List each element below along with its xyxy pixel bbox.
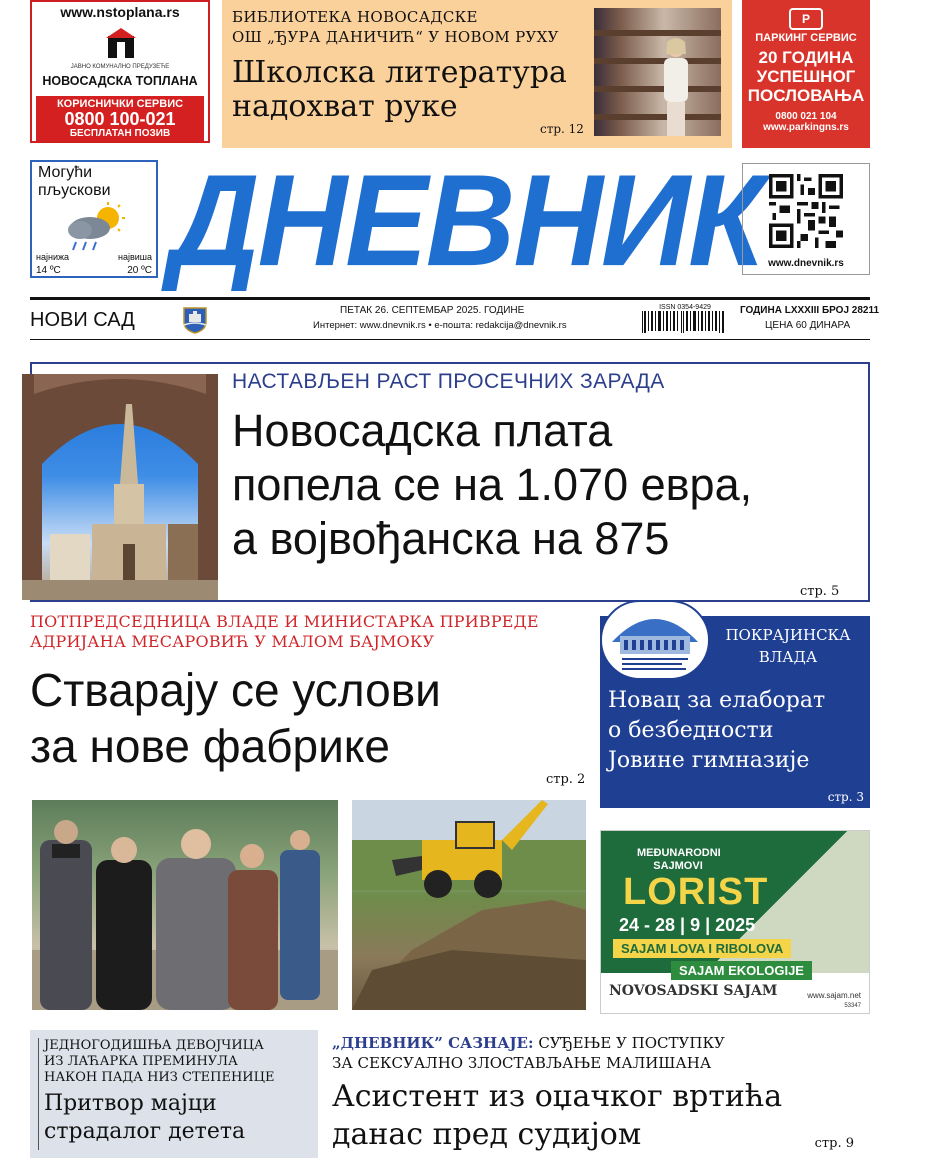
dateline-rule-top	[30, 297, 870, 300]
bottom-right-headline	[332, 1078, 782, 1154]
toplana-company-type: ЈАВНО КОМУНАЛНО ПРЕДУЗЕЋЕ	[70, 64, 170, 70]
bottom-right-page-ref: стр. 9	[814, 1136, 854, 1151]
lead-headline-line-2: попела се на 1.070 евра,	[232, 459, 753, 510]
lorist-fair-label	[637, 847, 719, 873]
provincial-headline-1: Новац за елаборат	[608, 688, 826, 713]
parking-phone: 0800 021 104	[775, 111, 837, 122]
woman-figure	[656, 36, 696, 136]
bottom-right-kicker-1-text: СУЂЕЊЕ У ПОСТУПКУ	[538, 1034, 725, 1052]
barcode-icon	[640, 311, 730, 333]
library-photo	[594, 8, 721, 136]
library-teaser[interactable]	[222, 0, 732, 148]
library-kicker-1: БИБЛИОТЕКА НОВОСАДСКЕ	[232, 8, 478, 26]
qr-url: www.dnevnik.rs	[768, 258, 844, 269]
lorist-code: 53347	[844, 1003, 861, 1009]
story2-page-ref: стр. 2	[546, 772, 586, 787]
bottom-right-headline-2: данас пред судијом	[332, 1117, 642, 1152]
lorist-organizer: NOVOSADSKI SAJAM	[609, 983, 778, 999]
lead-headline-line-3: а војвођанска на 875	[232, 513, 670, 564]
bottom-left-kicker: ЈЕДНОГОДИШЊА ДЕВОЈЧИЦА ИЗ ЛАЋАРКА ПРЕМИНУЛА НАКОН ПАДА НИЗ СТЕПЕНИЦЕ	[44, 1038, 275, 1085]
parking-headline-3: ПОСЛОВАЊА	[747, 86, 865, 105]
bottom-left-headline-1: Притвор мајци	[44, 1091, 217, 1116]
bottom-left-headline-2: страдалог детета	[44, 1119, 246, 1144]
weather-forecast-1: Могући	[38, 164, 93, 181]
lorist-band-hunting: SAJAM LOVA I RIBOLOVA	[613, 939, 791, 958]
issn: ISSN 0354-9429	[659, 304, 711, 311]
parking-headline-1: 20 ГОДИНА	[758, 48, 854, 67]
weather-low-value: 14 ºC	[36, 265, 61, 276]
dateline-date: ПЕТАК 26. СЕПТЕМБАР 2025. ГОДИНЕ	[340, 305, 525, 316]
story2-headline-line-2: за нове фабрике	[30, 720, 391, 772]
story2-headline[interactable]	[30, 662, 441, 774]
parking-headline	[742, 48, 870, 105]
lead-story-page-ref: стр. 5	[800, 584, 840, 599]
lead-story-photo[interactable]	[22, 374, 218, 600]
city-crest-icon	[182, 306, 208, 334]
bottom-left-story[interactable]	[30, 1030, 318, 1158]
parking-headline-2: УСПЕШНОГ	[756, 67, 856, 86]
story2-headline-line-1: Стварају се услови	[30, 664, 441, 716]
bottom-right-label: „ДНЕВНИК” САЗНАЈЕ:	[332, 1034, 534, 1052]
dateline-rule-bottom	[30, 339, 870, 340]
parking-name: ПАРКИНГ СЕРВИС	[755, 32, 857, 44]
provincial-label	[718, 624, 858, 668]
bottom-right-kicker-2: ЗА СЕКСУАЛНО ЗЛОСТАВЉАЊЕ МАЛИШАНА	[332, 1054, 712, 1072]
lead-headline-line-1: Новосадска плата	[232, 405, 613, 456]
dateline-issue: ГОДИНА LXXXIII БРОЈ 28211	[740, 305, 880, 316]
qr-code-icon	[769, 174, 843, 248]
parking-icon: P	[789, 8, 823, 30]
provincial-label-2: ВЛАДА	[758, 648, 818, 666]
parking-url: www.parkingns.rs	[763, 122, 849, 133]
lorist-ad[interactable]	[600, 830, 870, 1014]
toplana-company: НОВОСАДСКА ТОПЛАНА	[42, 74, 198, 88]
parking-ad[interactable]	[742, 0, 870, 148]
weather-forecast	[38, 164, 111, 200]
weather-forecast-2: пљускови	[38, 182, 111, 199]
bottom-left-rule	[38, 1038, 39, 1150]
library-headline-line-1: Школска литература	[232, 55, 567, 90]
excavator-illustration	[352, 800, 586, 1010]
cathedral-illustration	[22, 374, 218, 600]
lorist-band-ecology: SAJAM EKOLOGIJE	[671, 961, 812, 980]
weather-box	[30, 160, 158, 278]
lead-story-headline[interactable]	[232, 404, 752, 566]
lorist-name: LORIST	[623, 871, 769, 913]
story2-kicker-1: ПОТПРЕДСЕДНИЦА ВЛАДЕ И МИНИСТАРКА ПРИВРЕДЕ	[30, 612, 539, 631]
barcode	[640, 304, 730, 338]
lorist-fair-2: SAJMOVI	[653, 860, 703, 872]
story2-kicker-2: АДРИЈАНА МЕСАРОВИЋ У МАЛОМ БАЈМОКУ	[30, 632, 435, 651]
provincial-headline-2: о безбедности	[608, 718, 774, 743]
dateline-city: НОВИ САД	[30, 309, 135, 331]
toplana-ad[interactable]	[30, 0, 210, 143]
toplana-url: www.nstoplana.rs	[60, 4, 180, 20]
provincial-page-ref: стр. 3	[827, 790, 864, 804]
lorist-fair-1: MEĐUNARODNI	[637, 847, 721, 859]
qr-box[interactable]	[742, 163, 870, 275]
bottom-right-kicker-1	[332, 1034, 725, 1052]
masthead-title[interactable]: ДНЕВНИК	[170, 148, 763, 294]
bottom-right-story[interactable]	[328, 1030, 870, 1158]
weather-high-label: највиша	[117, 252, 152, 262]
weather-low-label: најнижа	[36, 252, 69, 262]
lorist-url: www.sajam.net	[807, 991, 861, 1000]
weather-high-value: 20 ºC	[127, 265, 152, 276]
story2-photo-excavator[interactable]	[352, 800, 586, 1010]
lorist-dates: 24 - 28 | 9 | 2025	[619, 915, 756, 935]
library-kicker-2: ОШ „ЂУРА ДАНИЧИЋ“ У НОВОМ РУХУ	[232, 28, 559, 46]
bottom-right-headline-1: Асистент из оџачког вртића	[332, 1079, 783, 1114]
library-headline-line-2: надохват руке	[232, 89, 458, 124]
toplana-service: КОРИСНИЧКИ СЕРВИС	[56, 98, 184, 110]
story2-photo-people[interactable]	[32, 800, 338, 1010]
toplana-free-call: БЕСПЛАТАН ПОЗИВ	[69, 128, 171, 139]
toplana-phone: 0800 100-021	[64, 109, 176, 129]
people-illustration	[32, 800, 338, 1010]
lead-story-kicker: НАСТАВЉЕН РАСТ ПРОСЕЧНИХ ЗАРАДА	[232, 370, 665, 393]
provincial-headline-3: Јовине гимназије	[608, 748, 810, 773]
library-page-ref: стр. 12	[540, 122, 584, 136]
provincial-headline	[608, 686, 825, 776]
dateline-price: ЦЕНА 60 ДИНАРА	[765, 320, 851, 331]
government-building-icon	[602, 602, 708, 678]
library-headline	[232, 56, 567, 124]
dateline-contact: Интернет: www.dnevnik.rs • е-пошта: redakcija@dnevnik.rs	[313, 320, 567, 331]
provincial-government-box[interactable]	[600, 616, 870, 808]
provincial-label-1: ПОКРАЈИНСКА	[725, 626, 851, 644]
toplana-service-box	[36, 96, 204, 141]
provincial-building-badge	[600, 600, 710, 680]
bottom-left-headline	[44, 1090, 245, 1146]
cloud-rain-sun-icon	[62, 202, 128, 252]
toplana-logo-icon	[104, 28, 138, 58]
